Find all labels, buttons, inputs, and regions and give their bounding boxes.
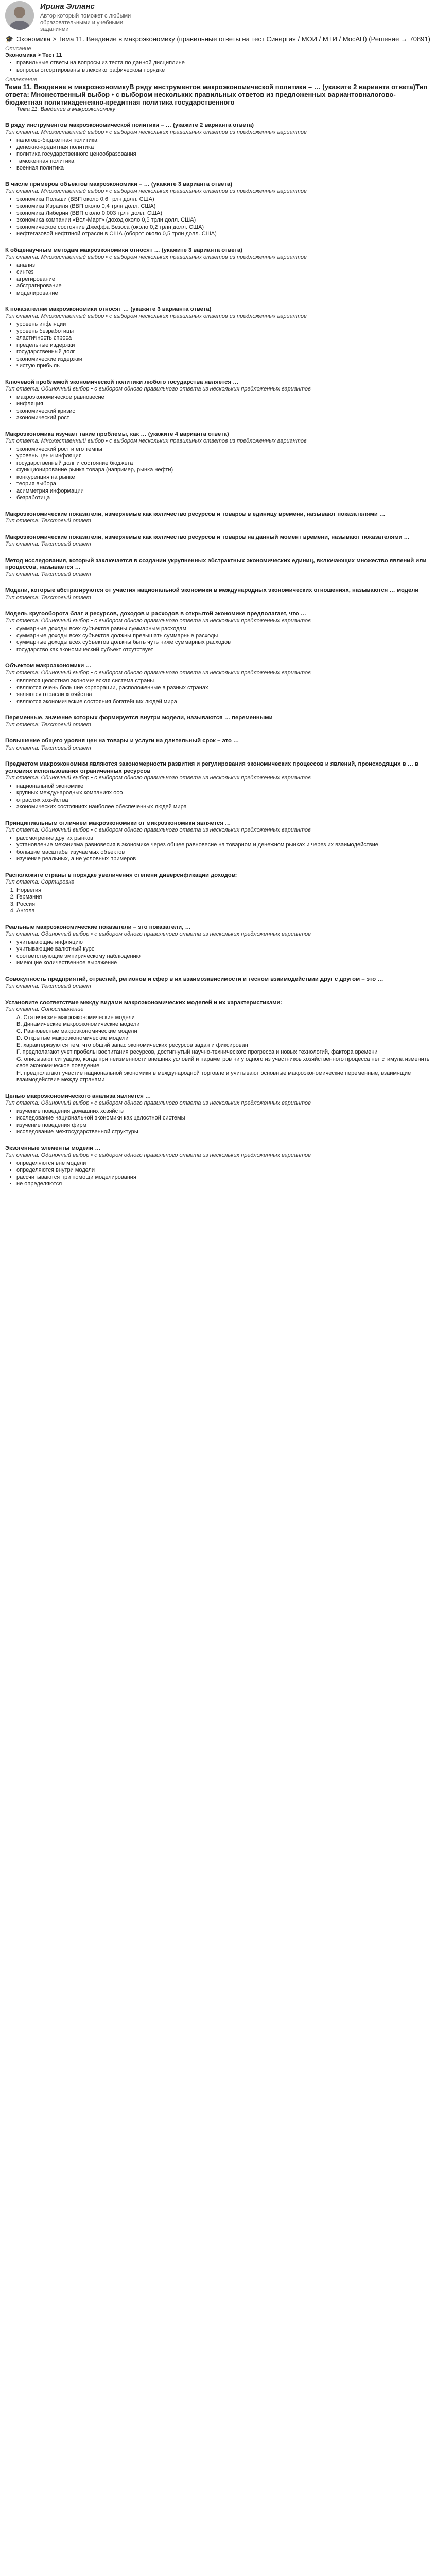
answer-type: Тип ответа: Множественный выбор • с выбором нескольких правильных ответов из предложенных вариантов — [5, 438, 307, 444]
list-item: • правильные ответы на вопросы из теста по данной дисциплине — [16, 59, 431, 66]
answer-option: • экономические издержки — [16, 356, 431, 363]
question-title: Установите соответствие между видами макроэкономических моделей и их характеристиками: — [5, 999, 283, 1006]
question-title: Ключевой проблемой экономической политики любого государства является … — [5, 379, 239, 385]
answer-option: • установление механизма равновесия в экономике через общее равновесие на товарном и денежном рынках и через их взаимодействие — [16, 842, 431, 849]
question-title: Модели, которые абстрагируются от участия национальной экономики в международных экономических отношениях, называются … модели — [5, 587, 419, 594]
answer-option: • экономический кризис — [16, 408, 431, 415]
answer-option: • изучение реальных, а не условных примеров — [16, 856, 431, 863]
answer-option: • экономика Израиля (ВВП около 0,4 трлн долл. США) — [16, 203, 431, 210]
answer-list — [5, 446, 431, 502]
answer-option: • большие масштабы изучаемых объектов — [16, 849, 431, 856]
answer-option: • государственный долг — [16, 349, 431, 356]
answer-option: • военная политика — [16, 165, 431, 172]
question-block — [5, 1145, 431, 1188]
answer-type: Тип ответа: Множественный выбор • с выбором нескольких правильных ответов из предложенных вариантов — [5, 254, 307, 260]
answer-list — [5, 394, 431, 422]
list-item: • вопросы отсортированы в лексикографическом порядке — [16, 66, 431, 74]
question-title: Макроэкономические показатели, измеряемые как количество ресурсов и товаров в единицу времени, называют показателями … — [5, 511, 386, 517]
answer-list — [5, 196, 431, 238]
answer-option: • изучение поведения фирм — [16, 1122, 431, 1129]
answer-option: • асимметрия информации — [16, 488, 431, 495]
answer-option: • суммарные доходы всех субъектов должны превышать суммарные расходы — [16, 633, 431, 640]
question-title: Макроэкономика изучает такие проблемы, как … (укажите 4 варианта ответа) — [5, 431, 229, 437]
answer-type: Тип ответа: Одиночный выбор • с выбором одного правильного ответа из нескольких предложенных вариантов — [5, 386, 311, 392]
question-block — [5, 557, 431, 579]
question-block — [5, 761, 431, 811]
answer-option: • экономика компании «Вол-Март» (доход около 0,5 трлн долл. США) — [16, 217, 431, 224]
answer-option: • уровень безработицы — [16, 328, 431, 335]
questions-list — [5, 122, 431, 1188]
toc-link[interactable]: Тема 11. Введение в макроэкономику — [16, 106, 115, 112]
description-list — [5, 59, 431, 74]
author-description: Автор который поможет с любыми образовательными и учебными заданиями — [40, 13, 131, 32]
answer-list — [5, 783, 431, 811]
answer-option: C. Равновесные макроэкономические модели — [16, 1028, 137, 1035]
question-title: Метод исследования, который заключается в создании укрупненных абстрактных экономических единиц, включающих множество явлений или процессов, называется … — [5, 557, 427, 570]
answer-option: 1. Норвегия — [16, 887, 431, 894]
answer-option: • экономика Либерии (ВВП около 0,003 трлн долл. США) — [16, 210, 431, 217]
answer-type: Тип ответа: Текстовый ответ — [5, 518, 91, 524]
answer-option: • предельные издержки — [16, 342, 431, 349]
breadcrumb: Экономика > Тест 11 — [5, 52, 62, 58]
answer-option: • государственный долг и состояние бюджета — [16, 460, 431, 467]
author-avatar[interactable] — [5, 1, 34, 30]
answer-option: • являются отрасли хозяйства — [16, 691, 431, 699]
question-block — [5, 247, 431, 297]
answer-option: • налогово-бюджетная политика — [16, 137, 431, 144]
author-info — [40, 1, 148, 33]
answer-option: • уровень инфляции — [16, 321, 431, 328]
question-block — [5, 587, 431, 601]
question-block — [5, 663, 431, 705]
question-block — [5, 431, 431, 502]
answer-type: Тип ответа: Одиночный выбор • с выбором одного правильного ответа из нескольких предложенных вариантов — [5, 827, 311, 833]
answer-list — [5, 1014, 431, 1084]
answer-option: • экономика Польши (ВВП около 0,6 трлн долл. США) — [16, 196, 431, 204]
answer-option: • изучение поведения домашних хозяйств — [16, 1108, 431, 1115]
question-title: Совокупность предприятий, отраслей, регионов и сфер в их взаимозависимости и тесном взаимодействии друг с другом – это … — [5, 976, 383, 982]
question-block — [5, 924, 431, 967]
answer-type: Тип ответа: Одиночный выбор • с выбором одного правильного ответа из нескольких предложенных вариантов — [5, 931, 311, 937]
answer-option: B. Динамические макроэкономические модели — [16, 1021, 140, 1027]
answer-option: • эластичность спроса — [16, 335, 431, 342]
answer-option: • уровень цен и инфляция — [16, 453, 431, 460]
answer-option: • рассчитываются при помощи моделирования — [16, 1174, 431, 1181]
question-block — [5, 976, 431, 990]
answer-option: • синтез — [16, 269, 431, 276]
question-block — [5, 611, 431, 653]
answer-option: • экономический рост — [16, 415, 431, 422]
answer-option: • отраслях хозяйства — [16, 797, 431, 804]
question-title: К показателям макроэкономики относят … (укажите 3 варианта ответа) — [5, 306, 212, 312]
answer-option: • определяются внутри модели — [16, 1167, 431, 1174]
answer-option: • безработица — [16, 495, 431, 502]
answer-option: 4. Ангола — [16, 908, 431, 915]
answer-type: Тип ответа: Текстовый ответ — [5, 744, 91, 751]
answer-option: • конкуренция на рынке — [16, 474, 431, 481]
question-title: Предметом макроэкономики являются закономерности развития и регулирования экономических процессов и явлений, происходящих в … в условиях использования ограниченных ресурсов — [5, 761, 419, 774]
answer-option: G. описывают ситуацию, когда при неизменности внешних условий и параметров ни у одного из участников хозяйственного процесса нет стимула изменить свое экономическое поведение — [16, 1056, 430, 1069]
answer-option: • экономических состояниях наиболее обеспеченных людей мира — [16, 804, 431, 811]
answer-type: Тип ответа: Множественный выбор • с выбором нескольких правильных ответов из предложенных вариантов — [5, 129, 307, 135]
answer-type: Тип ответа: Текстовый ответ — [5, 983, 91, 989]
answer-option: • макроэкономическое равновесие — [16, 394, 431, 401]
question-title: Реальные макроэкономические показатели – это показатели, … — [5, 924, 191, 930]
answer-type: Тип ответа: Текстовый ответ — [5, 594, 91, 601]
answer-type: Тип ответа: Одиночный выбор • с выбором одного правильного ответа из нескольких предложенных вариантов — [5, 669, 311, 676]
answer-option: • денежно-кредитная политика — [16, 144, 431, 151]
question-title: Переменные, значение которых формируется внутри модели, называются … переменными — [5, 715, 273, 721]
answer-option: • рассмотрение других рынков — [16, 835, 431, 842]
answer-list — [5, 321, 431, 370]
answer-option: • экономический рост и его темпы — [16, 446, 431, 453]
answer-type: Тип ответа: Множественный выбор • с выбором нескольких правильных ответов из предложенных вариантов — [5, 188, 307, 194]
answer-option: E. характеризуются тем, что общий запас экономических ресурсов задан и фиксирован — [16, 1042, 248, 1048]
toc-label: Оглавление — [5, 77, 38, 83]
question-title: К общенаучным методам макроэкономики относят … (укажите 3 варианта ответа) — [5, 247, 242, 253]
answer-option: • определяются вне модели — [16, 1160, 431, 1167]
answer-option: • национальной экономике — [16, 783, 431, 790]
answer-option: A. Статические макроэкономические модели — [16, 1014, 135, 1021]
answer-option: • таможенная политика — [16, 158, 431, 165]
answer-option: • суммарные доходы всех субъектов равны суммарным расходам — [16, 625, 431, 633]
question-title: Целью макроэкономического анализа является … — [5, 1093, 151, 1099]
answer-option: • учитывающие валютный курс — [16, 946, 431, 953]
question-title: Экзогенные элементы модели … — [5, 1145, 101, 1151]
answer-option: 2. Германия — [16, 894, 431, 901]
answer-type: Тип ответа: Сортировка — [5, 879, 75, 885]
answer-option: • исследование национальной экономики как целостной системы — [16, 1115, 431, 1122]
answer-option: • агрегирование — [16, 276, 431, 283]
answer-option: • политика государственного ценообразования — [16, 151, 431, 158]
question-block — [5, 122, 431, 172]
answer-list — [5, 939, 431, 967]
answer-option: • функционирование рынка товара (например, рынка нефти) — [16, 467, 431, 474]
answer-option: • исследование межгосударственной структуры — [16, 1129, 431, 1136]
answer-list — [5, 625, 431, 653]
answer-option: • являются экономические состояния богатейших людей мира — [16, 699, 431, 706]
question-title: Расположите страны в порядке увеличения степени диверсификации доходов: — [5, 872, 237, 878]
answer-list — [5, 887, 431, 915]
question-block — [5, 379, 431, 422]
page-title-text: Экономика > Тема 11. Введение в макроэкономику (правильные ответы на тест Синергия / МОИ / МТИ / МосАП) (Решение → 70891) — [16, 35, 430, 43]
question-block — [5, 715, 431, 728]
answer-option: • крупных международных компаниях ооо — [16, 790, 431, 797]
question-block — [5, 181, 431, 238]
question-block — [5, 511, 431, 525]
author-block — [5, 1, 431, 32]
question-block — [5, 820, 431, 863]
question-title: Объектом макроэкономики … — [5, 663, 92, 669]
answer-list — [5, 835, 431, 863]
question-title: В ряду инструментов макроэкономической политики – … (укажите 2 варианта ответа) — [5, 122, 254, 128]
answer-option: • учитывающие инфляцию — [16, 939, 431, 946]
answer-option: • теория выбора — [16, 481, 431, 488]
answer-option: • не определяются — [16, 1181, 431, 1188]
question-block — [5, 872, 431, 915]
answer-type: Тип ответа: Одиночный выбор • с выбором одного правильного ответа из нескольких предложенных вариантов — [5, 1100, 311, 1106]
answer-type: Тип ответа: Одиночный выбор • с выбором одного правильного ответа из нескольких предложенных вариантов — [5, 1152, 311, 1158]
answer-type: Тип ответа: Текстовый ответ — [5, 721, 91, 728]
question-title: Модель кругооборота благ и ресурсов, доходов и расходов в открытой экономике предполагает, что … — [5, 611, 306, 617]
answer-option: • экономическое состояние Джеффа Безоса (около 0,2 трлн долл. США) — [16, 224, 431, 231]
answer-option: • государство как экономический субъект отсутствует — [16, 647, 431, 654]
answer-option: • абстрагирование — [16, 283, 431, 290]
answer-list — [5, 677, 431, 705]
question-title: Принципиальным отличием макроэкономики от микроэкономики является … — [5, 820, 231, 826]
answer-option: • имеющие количественное выражение — [16, 960, 431, 967]
answer-option: H. предполагают участие национальной экономики в международной торговле и учитывают основные макроэкономические переменные, взаимящие взаимодействие между странами — [16, 1070, 411, 1083]
answer-type: Тип ответа: Текстовый ответ — [5, 571, 91, 578]
page — [0, 0, 436, 1192]
answer-type: Тип ответа: Одиночный выбор • с выбором одного правильного ответа из нескольких предложенных вариантов — [5, 617, 311, 624]
answer-list — [5, 1108, 431, 1136]
question-block — [5, 738, 431, 752]
answer-option: • анализ — [16, 262, 431, 269]
answer-option: • нефтегазовой нефтяной отрасли в США (оборот около 0,5 трлн долл. США) — [16, 231, 431, 238]
answer-list — [5, 1160, 431, 1188]
answer-option: • являются очень большие корпорации, расположенные в разных странах — [16, 685, 431, 692]
answer-option: • суммарные доходы всех субъектов должны быть чуть ниже суммарных расходов — [16, 639, 431, 647]
author-name[interactable]: Ирина Элланс — [40, 2, 95, 11]
page-title — [5, 35, 431, 43]
question-title: В числе примеров объектов макроэкономики – … (укажите 3 варианта ответа) — [5, 181, 232, 188]
graduation-cap-icon: 🎓 — [5, 35, 14, 43]
answer-type: Тип ответа: Сопоставление — [5, 1006, 84, 1012]
question-block — [5, 1093, 431, 1136]
toc-heading: Тема 11. Введение в макроэкономикуВ ряду инструментов макроэкономической политики – … (укажите 2 варианта ответа)Тип ответа: Множественный выбор • с выбором нескольких правильных ответов из предложенных вариантовналогово-бюджетная политикаденежно-кредитная политика государственного — [5, 83, 428, 106]
answer-option: • инфляция — [16, 401, 431, 408]
answer-option: • является целостная экономическая система страны — [16, 677, 431, 685]
answer-type: Тип ответа: Одиночный выбор • с выбором одного правильного ответа из нескольких предложенных вариантов — [5, 775, 311, 781]
answer-option: D. Открытые макроэкономические модели — [16, 1035, 129, 1041]
answer-option: • соответствующие эмпирическому наблюдению — [16, 953, 431, 960]
answer-type: Тип ответа: Текстовый ответ — [5, 541, 91, 547]
question-title: Повышение общего уровня цен на товары и услуги на длительный срок – это … — [5, 738, 239, 744]
answer-option: 3. Россия — [16, 901, 431, 908]
answer-option: • чистую прибыль — [16, 363, 431, 370]
answer-option: • моделирование — [16, 290, 431, 297]
answer-type: Тип ответа: Множественный выбор • с выбором нескольких правильных ответов из предложенных вариантов — [5, 313, 307, 319]
question-block — [5, 306, 431, 370]
question-block — [5, 999, 431, 1084]
answer-list — [5, 262, 431, 297]
question-block — [5, 534, 431, 548]
answer-list — [5, 137, 431, 172]
question-title: Макроэкономические показатели, измеряемые как количество ресурсов и товаров на данный момент времени, называют показателями … — [5, 534, 410, 540]
answer-option: F. предполагают учет пробелы воспитания ресурсов, достигнутый научно-технического прогресса и новых технологий, фактора времени — [16, 1049, 378, 1055]
description-label: Описание — [5, 46, 31, 52]
